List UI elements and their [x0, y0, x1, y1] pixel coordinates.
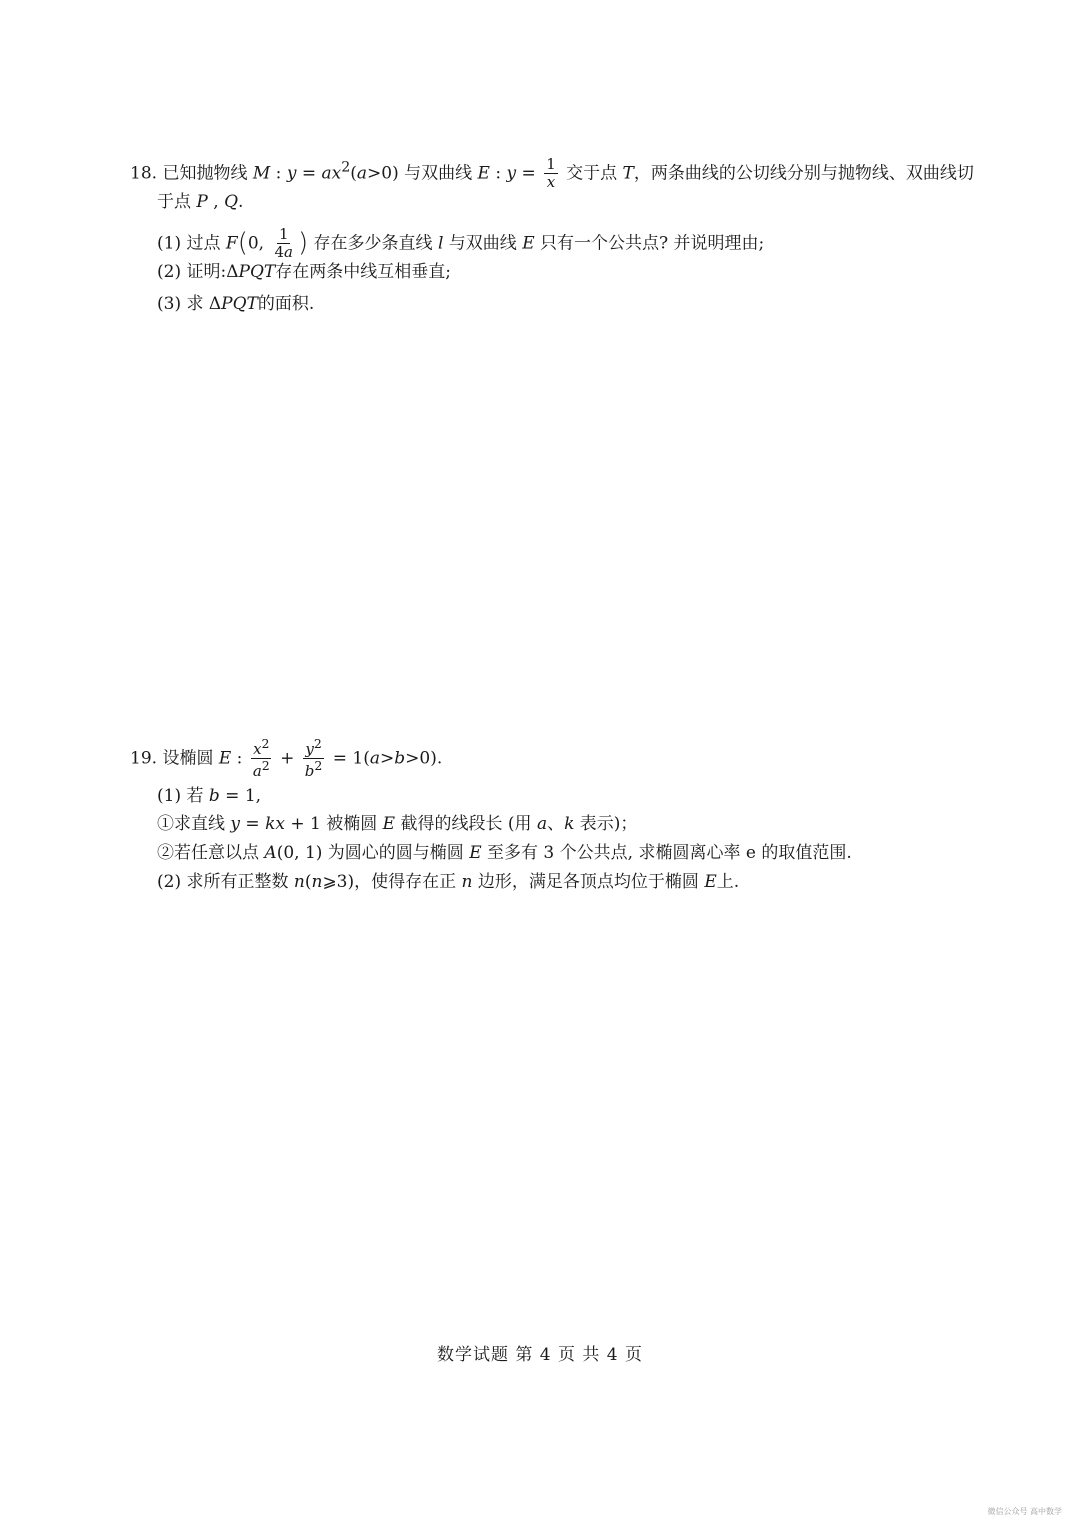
- q18-stem-line1: 18. 已知抛物线 M : $y = ax^2(a>0)$ 与双曲线 E : y = $\frac{1}{x}$ 交于点 T，两条曲线的公切线分别与抛物线、双曲线切: [130, 155, 974, 192]
- fraction-x2-over-a2: $\frac{x^2}{a^2}$: [252, 736, 270, 781]
- fraction-1-over-4a: $\frac{1}{4a}$: [274, 225, 293, 262]
- q19-stem: 19. 设椭圆 E : $\frac{x^2}{a^2}$ + $\frac{y^2}{b^2}$ = 1(a>b>0).: [130, 736, 443, 781]
- q19-part1-ii: ②若任意以点 A(0, 1) 为圆心的圆与椭圆 E 至多有 3 个公共点, 求椭圆离心率 e 的取值范围.: [157, 843, 852, 863]
- q18-part2: (2) 证明:ΔPQT存在两条中线互相垂直;: [157, 262, 451, 282]
- q19-part1-i: ①求直线 y = kx + 1 被椭圆 E 截得的线段长 (用 a、k 表示)；: [157, 814, 638, 834]
- q19-part2: (2) 求所有正整数 n(n⩾3)，使得存在正 n 边形，满足各顶点均位于椭圆 E上.: [157, 872, 740, 892]
- watermark: 微信公众号 高中数学: [987, 1507, 1062, 1516]
- fraction-y2-over-b2: $\frac{y^2}{b^2}$: [304, 736, 323, 781]
- page-footer: 数学试题 第 4 页 共 4 页: [436, 1345, 644, 1365]
- fraction-1-over-x: $\frac{1}{x}$: [546, 155, 556, 192]
- q18-number: 18.: [130, 163, 158, 184]
- q18-part3: (3) 求 ΔPQT的面积.: [157, 294, 315, 314]
- q18-stem-line2: 于点 P , Q.: [157, 192, 244, 212]
- q19-part1: (1) 若 b = 1,: [157, 786, 262, 806]
- q18-part1: (1) 过点 F(0, $\frac{1}{4a}$ ) 存在多少条直线 l 与双曲线 E 只有一个公共点? 并说明理由;: [157, 225, 765, 262]
- q19-number: 19.: [130, 748, 158, 769]
